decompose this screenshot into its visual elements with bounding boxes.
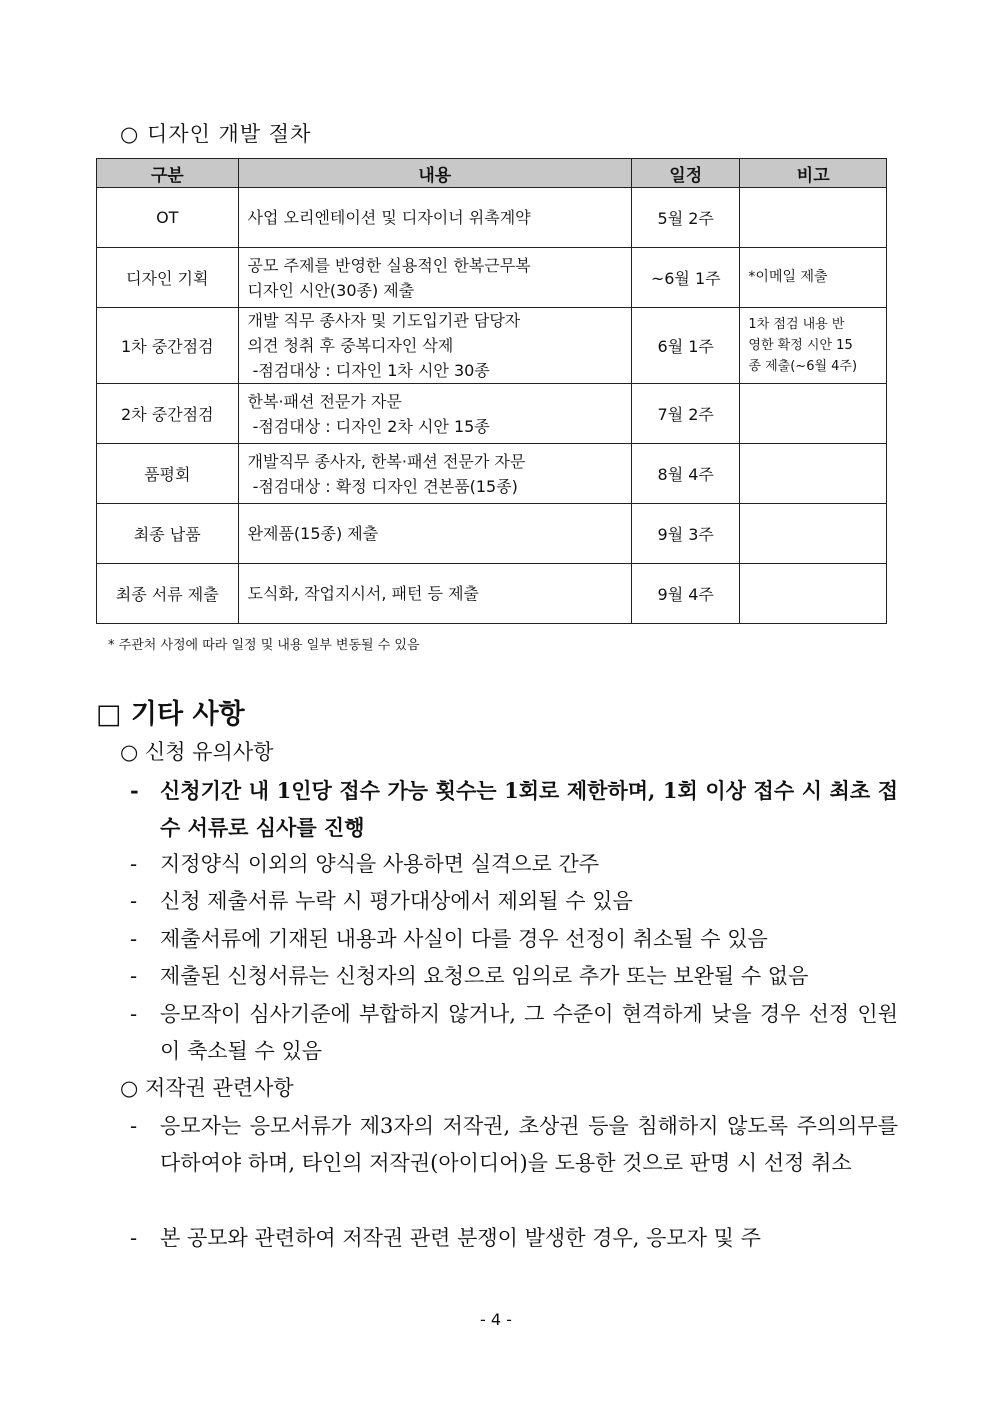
content-line: -점검대상 : 디자인 1차 시안 30종: [247, 361, 490, 380]
content-line: 개발 직무 종사자 및 기도입기관 담당자: [247, 311, 521, 330]
cell-schedule: 5월 2주: [632, 188, 740, 248]
header-content: 내용: [238, 159, 631, 188]
header-category: 구분: [97, 159, 239, 188]
cell-schedule: 7월 2주: [632, 384, 740, 444]
note-line: 1차 점검 내용 반: [748, 317, 845, 332]
cell-content: [238, 504, 631, 564]
content-line: 디자인 시안(30종) 제출: [247, 280, 415, 300]
cell-category: OT: [97, 188, 239, 248]
note-line: 종 제출(~6월 4주): [748, 359, 858, 374]
content-line: 완제품(15종) 제출: [247, 524, 379, 543]
list-item: - 응모자는 응모서류가 제3자의 저작권, 초상권 등을 침해하지 않도록 주의의무를 다하여야 하며, 타인의 저작권(아이디어)을 도용한 것으로 판명 시 선정 취소: [130, 1114, 898, 1175]
content-line: 사업 오리엔테이션 및 디자이너 위촉계약: [247, 208, 531, 227]
content-line: 도식화, 작업지시서, 패턴 등 제출: [247, 584, 479, 603]
cell-content: [238, 188, 631, 248]
table-row: [97, 308, 887, 384]
cell-content: [238, 444, 631, 504]
cell-note: [740, 308, 887, 384]
table-row: [97, 444, 887, 504]
list-item: - 응모작이 심사기준에 부합하지 않거나, 그 수준이 현격하게 낮을 경우 선정 인원이 축소될 수 있음: [130, 1002, 898, 1063]
list-item: - 신청기간 내 1인당 접수 가능 횟수는 1회로 제한하며, 1회 이상 접수 시 최초 접수 서류로 심사를 진행: [130, 778, 898, 840]
table-header-row: [97, 159, 887, 188]
list-item: - 제출서류에 기재된 내용과 사실이 다를 경우 선정이 취소될 수 있음: [130, 927, 768, 951]
subsection-title-application: ○ 신청 유의사항: [120, 740, 274, 764]
cell-schedule: ~6월 1주: [632, 248, 740, 308]
content-line: 개발직무 종사자, 한복·패션 전문가 자문: [247, 451, 526, 471]
list-item: - 제출된 신청서류는 신청자의 요청으로 임의로 추가 또는 보완될 수 없음: [130, 964, 809, 988]
list-item: - 신청 제출서류 누락 시 평가대상에서 제외될 수 있음: [130, 889, 633, 913]
cell-category: 품평회: [97, 444, 239, 504]
content-line: 한복·패션 전문가 자문: [247, 391, 402, 411]
cell-category: 최종 납품: [97, 504, 239, 564]
table-row: [97, 384, 887, 444]
cell-content: [238, 308, 631, 384]
subsection-title-copyright: ○ 저작권 관련사항: [120, 1076, 294, 1100]
cell-schedule: 9월 3주: [632, 504, 740, 564]
cell-note: [740, 444, 887, 504]
cell-category: 1차 중간점검: [97, 308, 239, 384]
cell-note: [740, 188, 887, 248]
content-line: 의견 청취 후 중복디자인 삭제: [247, 336, 454, 355]
procedure-table: [96, 158, 887, 624]
heading-misc: □ 기타 사항: [96, 699, 245, 730]
cell-note: [740, 248, 887, 308]
list-item: - 지정양식 이외의 양식을 사용하면 실격으로 간주: [130, 852, 600, 876]
table-row: [97, 248, 887, 308]
section-title: ○ 디자인 개발 절차: [120, 122, 312, 146]
cell-category: 2차 중간점검: [97, 384, 239, 444]
cell-content: [238, 384, 631, 444]
header-schedule: 일정: [632, 159, 740, 188]
list-item: - 본 공모와 관련하여 저작권 관련 분쟁이 발생한 경우, 응모자 및 주: [130, 1226, 761, 1250]
content-line: -점검대상 : 확정 디자인 견본품(15종): [247, 476, 518, 496]
footnote: * 주관처 사정에 따라 일정 및 내용 일부 변동될 수 있음: [108, 638, 420, 653]
table-row: [97, 188, 887, 248]
cell-note: [740, 384, 887, 444]
content-line: 공모 주제를 반영한 실용적인 한복근무복: [247, 255, 531, 275]
cell-note: [740, 504, 887, 564]
page-number: - 4 -: [480, 1310, 512, 1329]
cell-category: 최종 서류 제출: [97, 564, 239, 624]
cell-schedule: 6월 1주: [632, 308, 740, 384]
cell-note: [740, 564, 887, 624]
table-row: [97, 504, 887, 564]
cell-content: [238, 248, 631, 308]
cell-category: 디자인 기획: [97, 248, 239, 308]
header-note: 비고: [740, 159, 887, 188]
cell-content: [238, 564, 631, 624]
note-line: *이메일 제출: [748, 269, 828, 285]
note-line: 영한 확정 시안 15: [748, 338, 853, 353]
cell-schedule: 8월 4주: [632, 444, 740, 504]
table-row: [97, 564, 887, 624]
content-line: -점검대상 : 디자인 2차 시안 15종: [247, 416, 490, 436]
cell-schedule: 9월 4주: [632, 564, 740, 624]
